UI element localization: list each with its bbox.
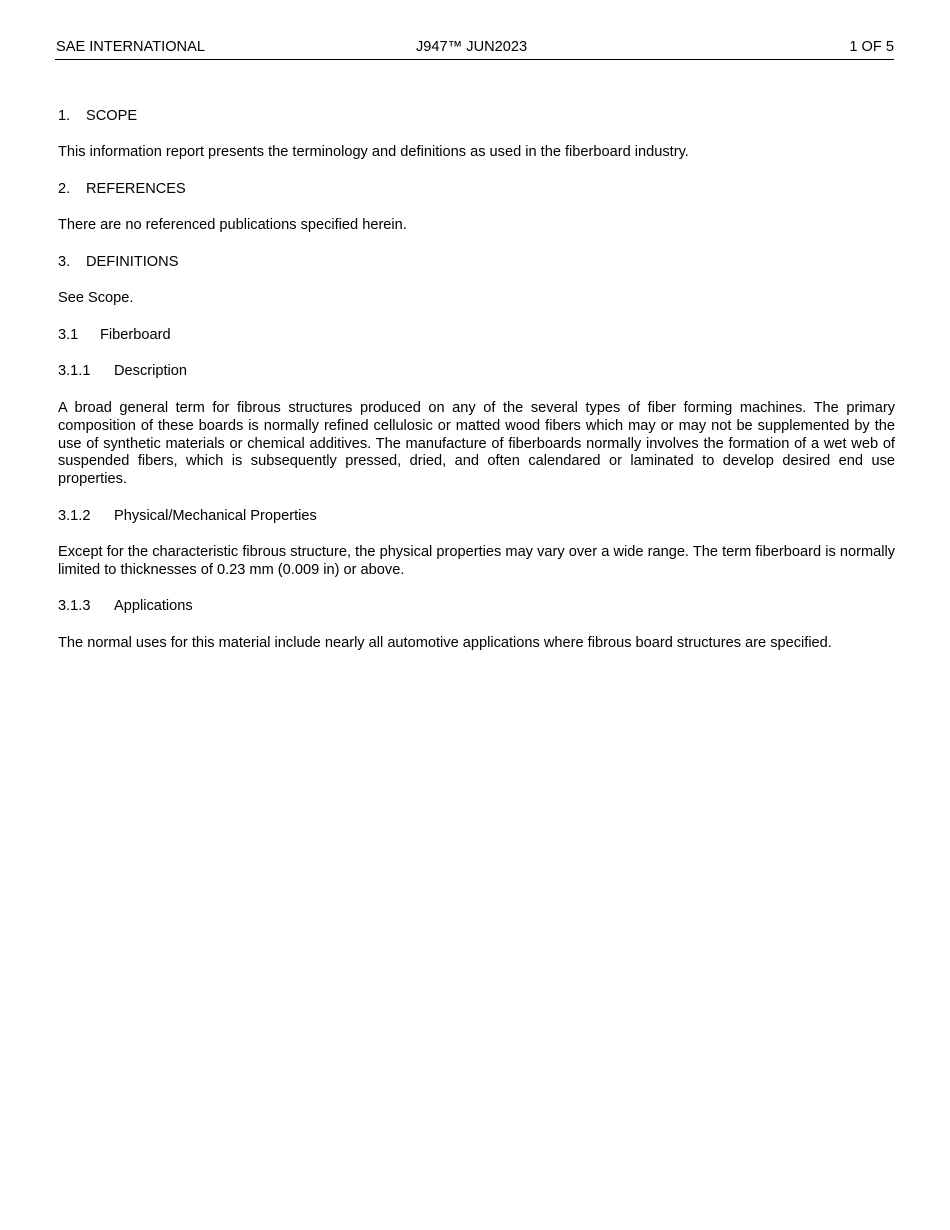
section-text-description: A broad general term for fibrous structures produced on any of the several types of fiber forming machines. The primary composition of these boards is normally refined cellulosic or matted wood fibers which may or may not be supplemented by the use of synthetic materials or chemical additives. The manufacture of fiberboards normally involves the formation of a wet web of suspended fibers, which is subsequently pressed, dried, and often calendared or laminated to develop desired end use properties. [58,400,895,488]
page-header [55,38,894,58]
section-text-definitions: See Scope. [58,290,134,306]
section-number: 3.1 [58,327,79,343]
section-number: 1. [58,108,71,124]
section-title: Applications [114,598,193,614]
section-title: Description [114,363,187,379]
section-heading-definitions [58,254,895,272]
section-heading-applications [58,598,895,616]
section-text-references: There are no referenced publications specified herein. [58,217,407,233]
section-title: DEFINITIONS [86,254,179,270]
header-document-id: J947™ JUN2023 [416,39,528,55]
section-text-physical-properties: Except for the characteristic fibrous structure, the physical properties may vary over a wide range. The term fiberboard is normally limited to thicknesses of 0.23 mm (0.009 in) or above. [58,544,895,578]
section-number: 3.1.3 [58,598,91,614]
section-number: 2. [58,181,71,197]
section-title: REFERENCES [86,181,186,197]
section-number: 3. [58,254,71,270]
section-heading-physical-properties [58,508,895,526]
header-organization: SAE INTERNATIONAL [56,39,205,55]
section-title: Fiberboard [100,327,171,343]
section-heading-description [58,363,895,381]
section-title: SCOPE [86,108,138,124]
section-heading-references [58,181,895,199]
header-page-number: 1 OF 5 [849,39,894,55]
section-text-applications: The normal uses for this material include nearly all automotive applications where fibrous board structures are specified. [58,635,832,651]
section-number: 3.1.1 [58,363,91,379]
section-heading-scope [58,108,895,126]
section-title: Physical/Mechanical Properties [114,508,317,524]
section-text-scope: This information report presents the terminology and definitions as used in the fiberboard industry. [58,144,689,160]
section-heading-fiberboard [58,327,895,345]
header-divider [55,59,894,60]
section-number: 3.1.2 [58,508,91,524]
